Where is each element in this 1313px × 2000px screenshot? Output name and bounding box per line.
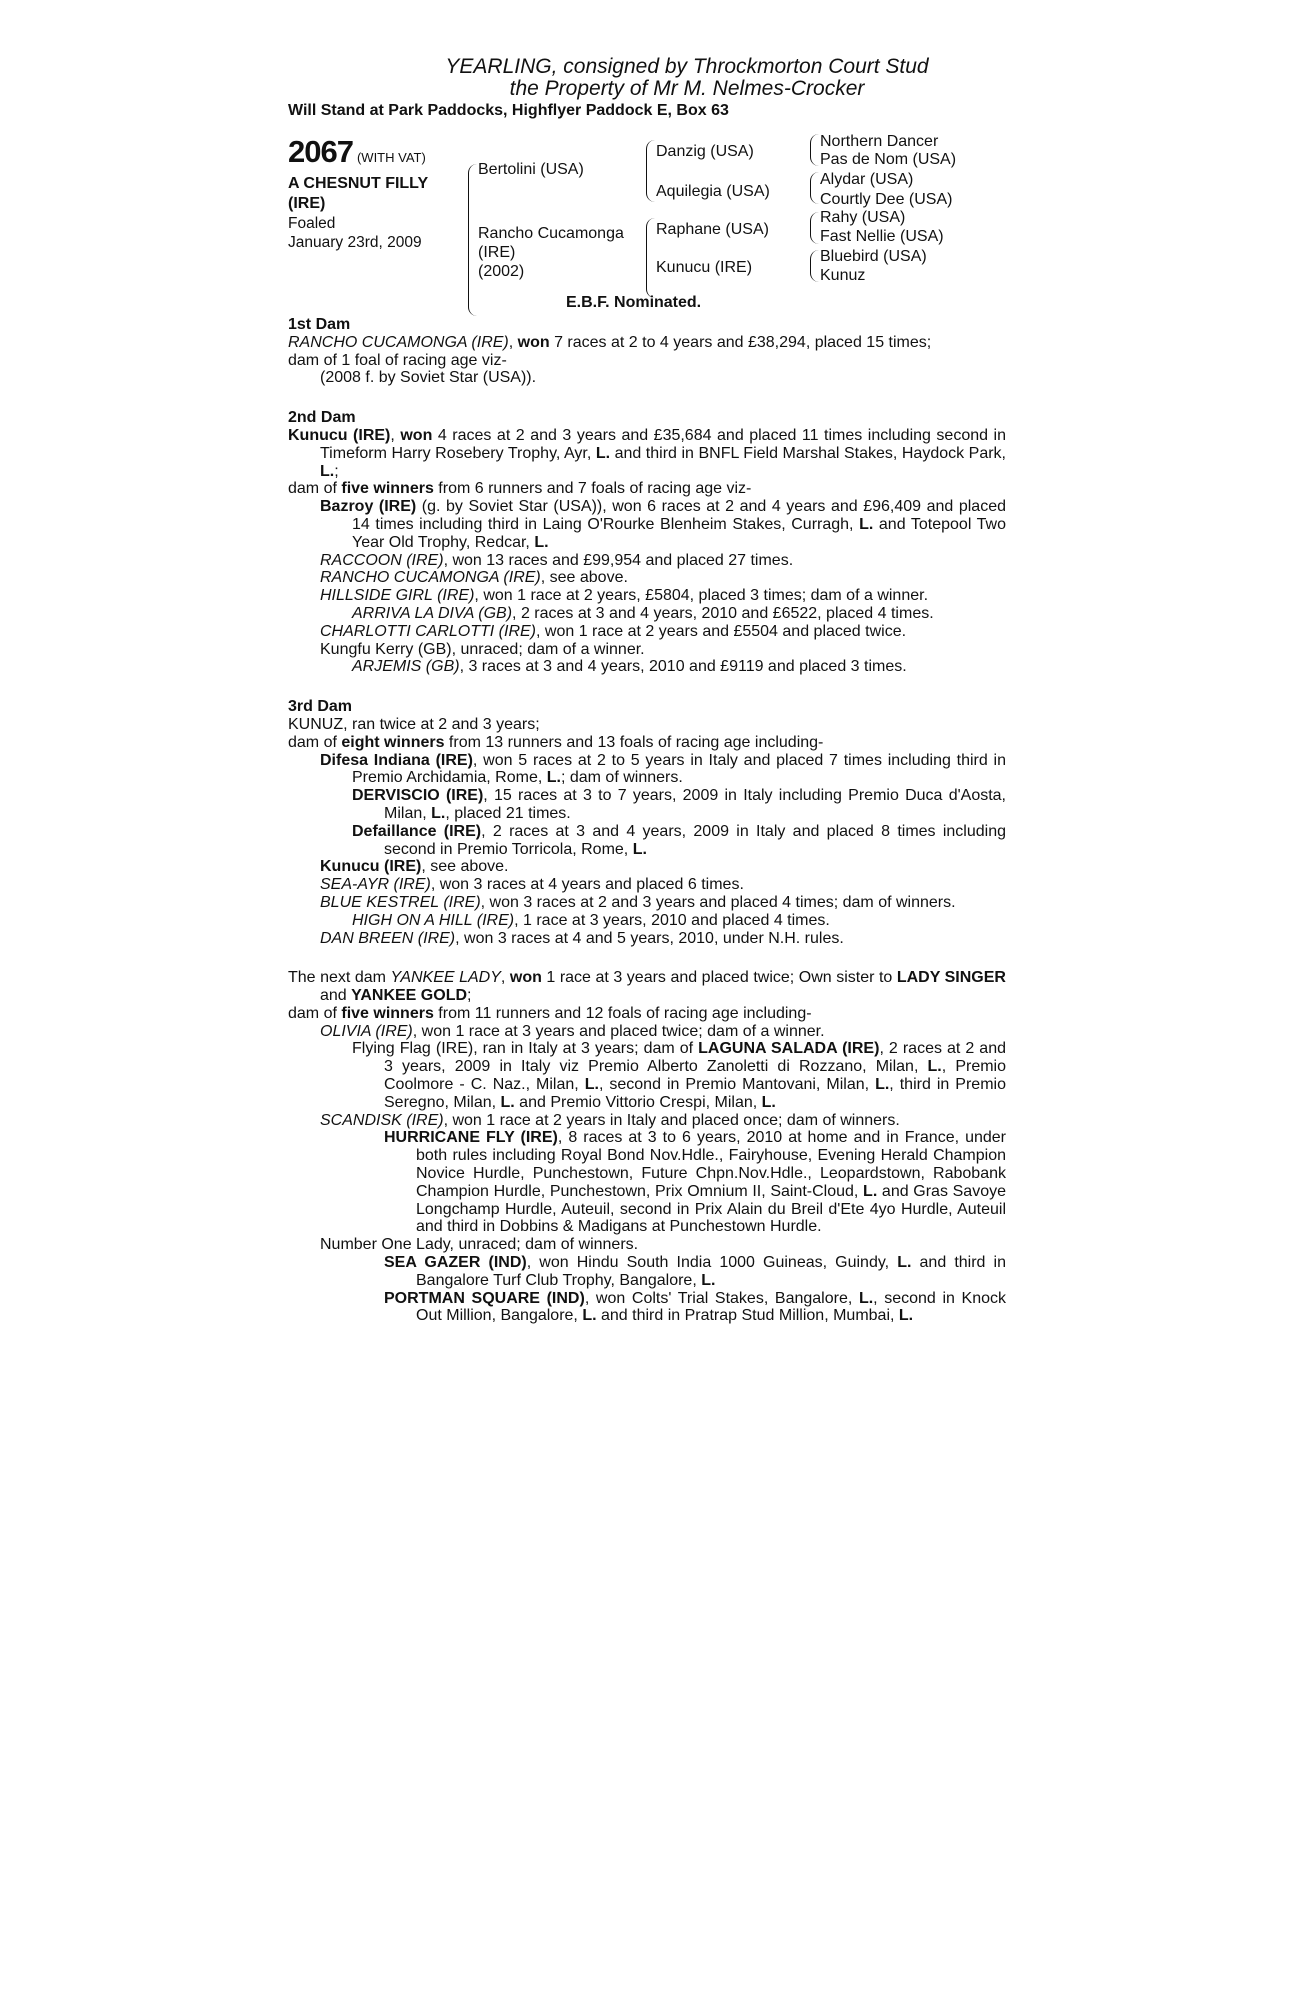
record: and	[320, 987, 352, 1005]
next-dam-produce	[288, 1005, 1006, 1023]
header-line-1: YEARLING, consigned by Throckmorton Court Stud	[445, 55, 929, 78]
record: , 8 races at 3 to 6 years, 2010 at home and in France, under both rules including Royal Bond Nov.Hdle., Fairyhouse, Evening Herald Champion Novice Hurdle, Punchestown, Future Chpn.Nov.Hdle., Leopardstown, Rabobank Champion Hurdle, Punchestown, Prix Omnium II, Saint-Cloud,	[416, 1129, 1006, 1200]
first-dam-foal: (2008 f. by Soviet Star (USA)).	[320, 369, 537, 387]
record: , see above.	[540, 569, 628, 587]
produce-seaayr	[288, 876, 1006, 894]
produce-scandisk	[288, 1112, 1006, 1130]
sds: Alydar (USA)	[820, 171, 914, 188]
record: , 2 races at 2 and 3 years, 2009 in Italy viz Premio Alberto Zanoletti di Rozzano, Milan,	[384, 1040, 1006, 1076]
record: , won 5 races at 2 to 5 years in Italy and placed 7 times including third in Premio Archidamia, Rome,	[352, 751, 1007, 787]
horse-name: YANKEE LADY	[390, 969, 501, 987]
sire-sire: Danzig (USA)	[656, 143, 754, 160]
dam-of: from 13 runners and 13 foals of racing age including-	[444, 733, 824, 751]
ssd: Pas de Nom (USA)	[820, 151, 957, 168]
second-dam-text: 4 races at 2 and 3 years and £35,684 and placed 11 times including second in Timeform Harry Rosebery Trophy, Ayr,	[320, 426, 1006, 462]
produce-dan	[288, 930, 1006, 948]
next-dam-section	[288, 969, 1006, 1325]
record: (g. by Soviet Star (USA)), won 6 races at 2 and 4 years and £96,409 and placed 14 times including third in Laing O'Rourke Blenheim Stakes, Curragh,	[352, 498, 1006, 533]
dam-sire: Raphane (USA)	[656, 221, 769, 238]
dam-of: from 6 runners and 7 foals of racing age viz-	[433, 480, 752, 498]
produce-arriva	[288, 605, 1006, 623]
third-dam-produce	[288, 734, 1006, 752]
produce-high	[288, 912, 1006, 930]
dds: Bluebird (USA)	[820, 248, 927, 265]
produce-raccoon	[288, 552, 1006, 570]
dam-of: dam of	[288, 480, 342, 498]
pedigree-brace	[810, 212, 819, 244]
produce-hillside	[288, 587, 1006, 605]
second-dam-text: and third in BNFL Field Marshal Stakes, Haydock Park,	[610, 444, 1006, 462]
dss: Rahy (USA)	[820, 209, 906, 226]
record: , won 1 race at 2 years and £5504 and placed twice.	[536, 622, 907, 640]
winners-count: five winners	[341, 480, 434, 498]
dam-line-1: Rancho Cucamonga	[478, 225, 624, 242]
record: , see above.	[421, 858, 509, 876]
second-dam-produce	[288, 480, 1006, 498]
first-dam-text: 7 races at 2 to 4 years and £38,294, placed 15 times;	[549, 333, 932, 351]
record: and third in Bangalore Turf Club Trophy, Bangalore,	[416, 1254, 1007, 1289]
pedigree-brace	[646, 140, 655, 202]
header-line-2: the Property of Mr M. Nelmes-Crocker	[509, 77, 865, 100]
record: and Totepool Two Year Old Trophy, Redcar,	[352, 515, 1007, 551]
horse-name: Kunucu (IRE)	[320, 858, 422, 876]
horse-name: DERVISCIO (IRE)	[352, 787, 484, 805]
record: , second in Knock Out Million, Bangalore,	[416, 1289, 1007, 1325]
lot-number: 2067	[288, 134, 353, 169]
sdd: Courtly Dee (USA)	[820, 191, 953, 208]
record: , placed 21 times.	[445, 804, 571, 822]
listed-mark: L.	[897, 1254, 912, 1272]
listed-mark: L.	[859, 515, 874, 533]
horse-name: LAGUNA SALADA (IRE)	[698, 1040, 880, 1058]
lot-vat: (WITH VAT)	[356, 150, 426, 165]
header	[288, 56, 1006, 100]
record: 1 race at 3 years and placed twice; Own sister to	[541, 969, 897, 987]
listed-mark: L.	[858, 1289, 874, 1307]
record: , won 1 race at 3 years and placed twice; dam of a winner.	[412, 1022, 825, 1040]
won-label: won	[509, 969, 542, 987]
produce-flying-flag	[288, 1040, 1006, 1111]
listed-mark: L.	[595, 444, 611, 462]
listed-mark: L.	[582, 1307, 597, 1325]
produce-kunucu	[288, 858, 1006, 876]
produce-charlotti	[288, 623, 1006, 641]
won-label: won	[400, 426, 433, 444]
third-dam-heading: 3rd Dam	[288, 698, 353, 716]
horse-name: SEA-AYR (IRE)	[320, 876, 431, 894]
record: ; dam of winners.	[560, 769, 683, 787]
dsd: Fast Nellie (USA)	[820, 228, 944, 245]
foaled-date: January 23rd, 2009	[288, 234, 422, 251]
listed-mark: L.	[701, 1271, 716, 1289]
dam-line-3: (2002)	[478, 263, 525, 280]
foaled-label: Foaled	[288, 215, 336, 232]
horse-name: OLIVIA (IRE)	[320, 1022, 413, 1040]
listed-mark: L.	[875, 1076, 890, 1094]
horse-name: DAN BREEN (IRE)	[320, 929, 456, 947]
second-dam-heading: 2nd Dam	[288, 409, 356, 427]
horse-name: SEA GAZER (IND)	[384, 1254, 527, 1272]
winners-count: eight winners	[341, 733, 445, 751]
record: Flying Flag (IRE), ran in Italy at 3 years; dam of	[352, 1040, 699, 1058]
listed-mark: L.	[927, 1058, 942, 1076]
produce-derviscio	[288, 787, 1006, 823]
horse-name: LADY SINGER	[896, 969, 1006, 987]
pedigree-brace	[810, 250, 819, 282]
dam-of: dam of	[288, 733, 342, 751]
second-dam-section	[288, 409, 1006, 676]
pedigree-brace	[810, 134, 819, 166]
third-dam-section	[288, 698, 1006, 947]
record: , third in Premio Seregno, Milan,	[384, 1076, 1006, 1111]
pedigree-brace	[646, 218, 655, 298]
record: , 1 race at 3 years, 2010 and placed 4 times.	[514, 911, 830, 929]
second-dam-record: Kunucu (IRE), won 4 races at 2 and 3 years and £35,684 and placed 11 times including second in Timeform Harry Rosebery Trophy, Ayr, L. and third in BNFL Field Marshal Stakes, Haydock Park, L.;	[288, 426, 1006, 480]
catalogue-page	[288, 56, 1006, 1325]
first-dam-produce: dam of 1 foal of racing age viz-	[288, 351, 507, 369]
sire-dam: Aquilegia (USA)	[656, 183, 770, 200]
lot-description	[288, 174, 428, 214]
produce-kungfu: Kungfu Kerry (GB), unraced; dam of a winner.	[320, 640, 645, 658]
ddd: Kunuz	[820, 267, 866, 284]
second-dam-text: ;	[334, 462, 339, 480]
listed-mark: L.	[761, 1093, 776, 1111]
horse-name: HIGH ON A HILL (IRE)	[352, 911, 515, 929]
dam-of: dam of	[288, 1004, 342, 1022]
listed-mark: L.	[898, 1307, 914, 1325]
listed-mark: L.	[863, 1182, 878, 1200]
record: , won Colts' Trial Stakes, Bangalore,	[584, 1289, 859, 1307]
pedigree-brace	[468, 164, 477, 316]
horse-name: CHARLOTTI CARLOTTI (IRE)	[320, 622, 537, 640]
next-dam-record: The next dam YANKEE LADY, won 1 race at 3 years and placed twice; Own sister to LADY SINGER and YANKEE GOLD;	[288, 969, 1006, 1005]
horse-name: HURRICANE FLY (IRE)	[384, 1129, 558, 1147]
record: , won 3 races at 4 and 5 years, 2010, under N.H. rules.	[455, 929, 844, 947]
lot-sex-line-1: A CHESNUT FILLY	[288, 175, 429, 192]
horse-name: Bazroy (IRE)	[320, 498, 417, 516]
listed-mark: L.	[632, 840, 647, 858]
won-label: won	[517, 333, 550, 351]
listed-mark: L.	[584, 1076, 599, 1094]
record: , won 1 race at 2 years in Italy and placed once; dam of winners.	[443, 1111, 900, 1129]
horse-name: HILLSIDE GIRL (IRE)	[320, 587, 475, 605]
horse-name: ARRIVA LA DIVA (GB)	[352, 604, 513, 622]
first-dam-record: RANCHO CUCAMONGA (IRE), won 7 races at 2 to 4 years and £38,294, placed 15 times;	[288, 333, 932, 351]
record: , won Hindu South India 1000 Guineas, Guindy,	[526, 1254, 898, 1272]
horse-name: SCANDISK (IRE)	[320, 1111, 444, 1129]
produce-defaillance	[288, 823, 1006, 859]
pedigree-table	[288, 133, 1006, 311]
dam-dam: Kunucu (IRE)	[656, 259, 753, 276]
horse-name: Defaillance (IRE)	[352, 822, 482, 840]
record: and Premio Vittorio Crespi, Milan,	[514, 1093, 762, 1111]
listed-mark: L.	[320, 462, 335, 480]
lot-info	[288, 134, 428, 252]
produce-arjemis	[288, 658, 1006, 676]
dam-name	[478, 224, 624, 281]
lot-sex-line-2: (IRE)	[288, 195, 326, 212]
horse-name: RACCOON (IRE)	[320, 551, 444, 569]
produce-blue	[288, 894, 1006, 912]
record: and third in Pratrap Stud Million, Mumbai,	[596, 1307, 899, 1325]
produce-portman-square	[288, 1290, 1006, 1326]
record: , 15 races at 3 to 7 years, 2009 in Italy including Premio Duca d'Aosta, Milan,	[384, 787, 1006, 822]
produce-bazroy	[288, 498, 1006, 551]
horse-name: ARJEMIS (GB)	[352, 658, 460, 676]
record: , second in Premio Mantovani, Milan,	[598, 1076, 876, 1094]
record: , won 1 race at 2 years, £5804, placed 3 times; dam of a winner.	[474, 587, 929, 605]
first-dam-heading: 1st Dam	[288, 316, 351, 333]
produce-rancho	[288, 569, 1006, 587]
record: , won 13 races and £99,954 and placed 27 times.	[443, 551, 794, 569]
produce-sea-gazer	[288, 1254, 1006, 1290]
next-dam-pre: The next dam	[288, 969, 391, 987]
horse-name: PORTMAN SQUARE (IND)	[384, 1289, 585, 1307]
ebf-nominated: E.B.F. Nominated.	[566, 294, 702, 311]
sire: Bertolini (USA)	[478, 161, 584, 178]
produce-difesa	[288, 752, 1006, 788]
record: , 2 races at 3 and 4 years, 2009 in Italy and placed 8 times including second in Premio Torricola, Rome,	[384, 822, 1006, 858]
record: , won 3 races at 2 and 3 years and placed 4 times; dam of winners.	[480, 893, 956, 911]
horse-name: RANCHO CUCAMONGA (IRE)	[320, 569, 541, 587]
record: , won 3 races at 4 years and placed 6 times.	[430, 876, 744, 894]
horse-name: BLUE KESTREL (IRE)	[320, 893, 481, 911]
listed-mark: L.	[546, 769, 561, 787]
listed-mark: L.	[500, 1093, 515, 1111]
produce-hurricane-fly	[288, 1129, 1006, 1236]
dam-of: from 11 runners and 12 foals of racing age including-	[433, 1004, 812, 1022]
header-line-3: Will Stand at Park Paddocks, Highflyer Paddock E, Box 63	[288, 102, 729, 119]
third-dam-record: KUNUZ, ran twice at 2 and 3 years;	[288, 715, 540, 733]
listed-mark: L.	[534, 533, 549, 551]
horse-name: Difesa Indiana (IRE)	[320, 751, 473, 769]
record: , Premio Coolmore - C. Naz., Milan,	[384, 1058, 1007, 1094]
listed-mark: L.	[431, 804, 446, 822]
produce-number-one-lady: Number One Lady, unraced; dam of winners.	[320, 1236, 639, 1254]
record: and Gras Savoye Longchamp Hurdle, Auteuil, second in Prix Alain du Breil d'Ete 4yo Hurdle, Auteuil and third in Dobbins & Madigans at Punchestown Hurdle.	[416, 1182, 1006, 1236]
sss: Northern Dancer	[820, 133, 939, 150]
record: , 3 races at 3 and 4 years, 2010 and £9119 and placed 3 times.	[459, 658, 907, 676]
first-dam-name: RANCHO CUCAMONGA (IRE)	[288, 333, 509, 351]
pedigree-brace	[810, 172, 819, 204]
second-dam-name: Kunucu (IRE)	[288, 426, 391, 444]
record: ;	[467, 987, 472, 1005]
produce-olivia	[288, 1023, 1006, 1041]
winners-count: five winners	[341, 1004, 434, 1022]
record: , 2 races at 3 and 4 years, 2010 and £6522, placed 4 times.	[512, 604, 934, 622]
first-dam-section	[288, 316, 1006, 387]
dam-line-2: (IRE)	[478, 244, 516, 261]
horse-name: YANKEE GOLD	[351, 987, 468, 1005]
